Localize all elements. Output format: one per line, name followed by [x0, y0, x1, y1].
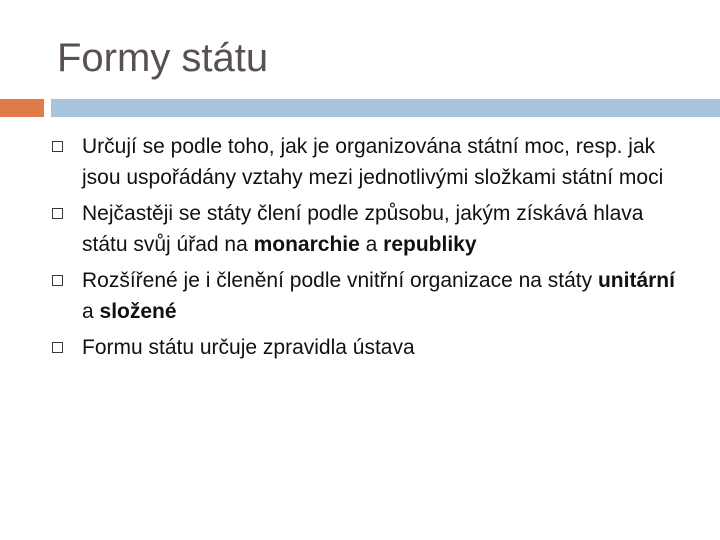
bullet-bold-term: složené: [99, 300, 177, 323]
bullet-text-connector: a: [359, 233, 384, 256]
bullet-text: Rozšířené je i členění podle vnitřní organizace na státy: [82, 269, 598, 292]
bullet-item-3: [50, 265, 690, 327]
hollow-square-icon: [52, 208, 63, 219]
hollow-square-icon: [52, 141, 63, 152]
slide-title: Formy státu: [57, 36, 269, 80]
bullet-item-4: [50, 332, 690, 363]
accent-bar-blue: [51, 99, 720, 117]
bullet-text: Určují se podle toho, jak je organizována státní moc, resp. jak jsou uspořádány vztahy mezi jednotlivými složkami státní moci: [82, 135, 664, 189]
bullet-bold-term: monarchie: [253, 233, 360, 256]
bullet-bold-term: republiky: [383, 233, 477, 256]
bullet-text: Formu státu určuje zpravidla ústava: [82, 336, 415, 359]
bullet-list: [50, 131, 690, 368]
bullet-text: Nejčastěji se státy člení podle způsobu, jakým získává hlava státu svůj úřad na: [82, 202, 644, 256]
hollow-square-icon: [52, 342, 63, 353]
bullet-text-connector: a: [82, 300, 100, 323]
bullet-bold-term: unitární: [597, 269, 675, 292]
hollow-square-icon: [52, 275, 63, 286]
bullet-item-2: [50, 198, 690, 260]
accent-bar-orange: [0, 99, 44, 117]
bullet-item-1: [50, 131, 690, 193]
